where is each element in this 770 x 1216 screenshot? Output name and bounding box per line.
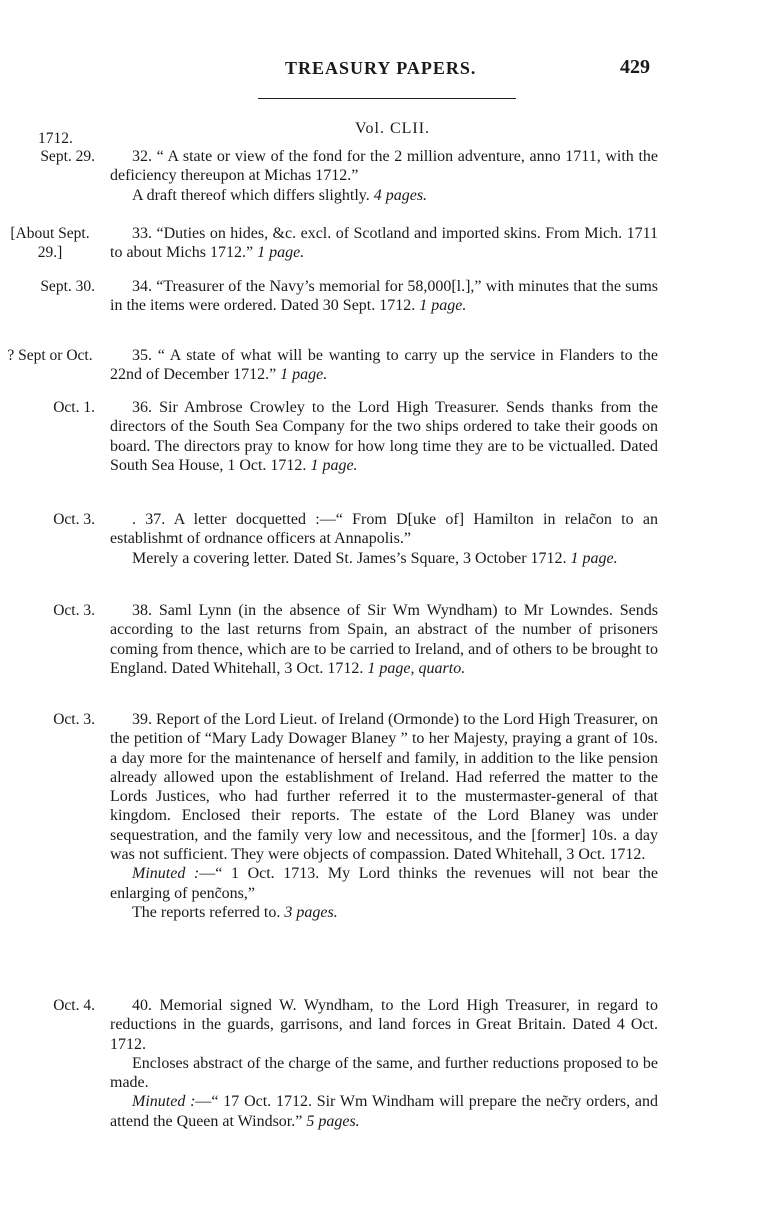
entry-pages: 1 page.	[419, 297, 467, 315]
entry-text: 40. Memorial signed W. Wyndham, to the Lord High Treasurer, in regard to reductions in the guards, garrisons, and land forces in Great Britain. Dated 4 Oct. 1712.	[110, 997, 658, 1053]
entry-subtext: Encloses abstract of the charge of the same, and further reductions proposed to be made.	[110, 1054, 658, 1092]
entry-date: Oct. 3.	[53, 602, 95, 619]
entry-body	[110, 510, 658, 568]
entry-date: Sept. 29.	[40, 148, 95, 165]
entry-text: 35. “ A state of what will be wanting to carry up the service in Flanders to the 22nd of December 1712.”	[110, 347, 658, 384]
entry-subtext: The reports referred to.	[132, 903, 281, 921]
entry-date: Sept. 30.	[40, 278, 95, 295]
entry-text: 39. Report of the Lord Lieut. of Ireland (Ormonde) to the Lord High Treasurer, on the petition of “Mary Lady Dowager Blaney ” to her Majesty, praying a grant of 10s. a day more for the maintenance of herself and family, in addition to the like pension already allowed upon the establishment of Ireland. Had referred the matter to the Lords Justices, who had further referred it to the mustermaster-general of that kingdom. Enclosed their reports. The estate of the Lord Blaney was under sequestration, and the family very low and necessitous, and the [former] 10s. a day was not sufficient. They were objects of compassion. Dated Whitehall, 3 Oct. 1712.	[110, 711, 658, 864]
entry-text: 36. Sir Ambrose Crowley to the Lord High Treasurer. Sends thanks from the directors of the South Sea Company for the two ships ordered to take their goods on board. The directors pray to know for how long time they are to be victualled. Dated South Sea House, 1 Oct. 1712.	[110, 399, 658, 474]
entry-date: ? Sept or Oct.	[7, 347, 93, 364]
entry-pages: 1 page.	[310, 456, 358, 474]
entry-date: Oct. 1.	[53, 399, 95, 416]
entry-pages: 1 page, quarto.	[367, 659, 466, 677]
minuted-text: —“ 1 Oct. 1713. My Lord thinks the revenues will not bear the enlarging of penc̃ons,”	[110, 865, 659, 902]
minuted-label: Minuted :	[132, 1093, 196, 1111]
entry-body	[110, 601, 658, 678]
entry-date: [About Sept. 29.]	[10, 225, 90, 261]
entry-subtext: Merely a covering letter. Dated St. James’s Square, 3 October 1712.	[132, 549, 567, 567]
entry-date: Oct. 4.	[53, 997, 95, 1014]
entry-body	[110, 346, 658, 385]
page-header	[0, 58, 770, 88]
entry-pages: 1 page.	[570, 549, 618, 567]
volume-heading: Vol. CLII.	[355, 120, 431, 137]
entry-body	[110, 147, 658, 205]
entry-body	[110, 277, 658, 316]
entry-text: 34. “Treasurer of the Navy’s memorial for 58,000[l.],” with minutes that the sums in the items were ordered. Dated 30 Sept. 1712.	[110, 278, 658, 315]
entry-body	[110, 398, 658, 475]
minuted-text: —“ 17 Oct. 1712. Sir Wm Windham will prepare the nec̃ry orders, and attend the Queen at Windsor.”	[110, 1093, 658, 1130]
entry-pages: 1 page.	[280, 366, 328, 384]
page-number: 429	[620, 56, 650, 78]
header-rule	[258, 98, 516, 99]
entry-subtext: A draft thereof which differs slightly.	[132, 186, 370, 204]
entry-body	[110, 224, 658, 263]
entry-text: . 37. A letter docquetted :—“ From D[uke of] Hamilton in relac̃on to an establishmt of ordnance officers at Annapolis.”	[110, 511, 658, 548]
entry-pages: 5 pages.	[306, 1112, 360, 1130]
entry-text: 32. “ A state or view of the fond for the 2 million adventure, anno 1711, with the deficiency thereupon at Michas 1712.”	[110, 148, 658, 185]
entry-text: 33. “Duties on hides, &c. excl. of Scotland and imported skins. From Mich. 1711 to about Michs 1712.”	[110, 225, 658, 262]
year-margin: 1712.	[38, 130, 73, 147]
entry-body	[110, 710, 658, 922]
entry-pages: 3 pages.	[284, 903, 338, 921]
entry-pages: 1 page.	[257, 244, 305, 262]
entry-pages: 4 pages.	[373, 186, 428, 204]
entry-body	[110, 996, 658, 1131]
entry-text: 38. Saml Lynn (in the absence of Sir Wm Wyndham) to Mr Lowndes. Sends according to the last returns from Spain, an abstract of the number of prisoners coming from thence, which are to be carried to Ireland, and of others to be brought to England. Dated Whitehall, 3 Oct. 1712.	[110, 602, 658, 677]
entry-date: Oct. 3.	[53, 511, 95, 528]
entry-date: Oct. 3.	[53, 711, 95, 728]
minuted-label: Minuted :	[132, 865, 200, 883]
running-title: TREASURY PAPERS.	[285, 58, 477, 78]
